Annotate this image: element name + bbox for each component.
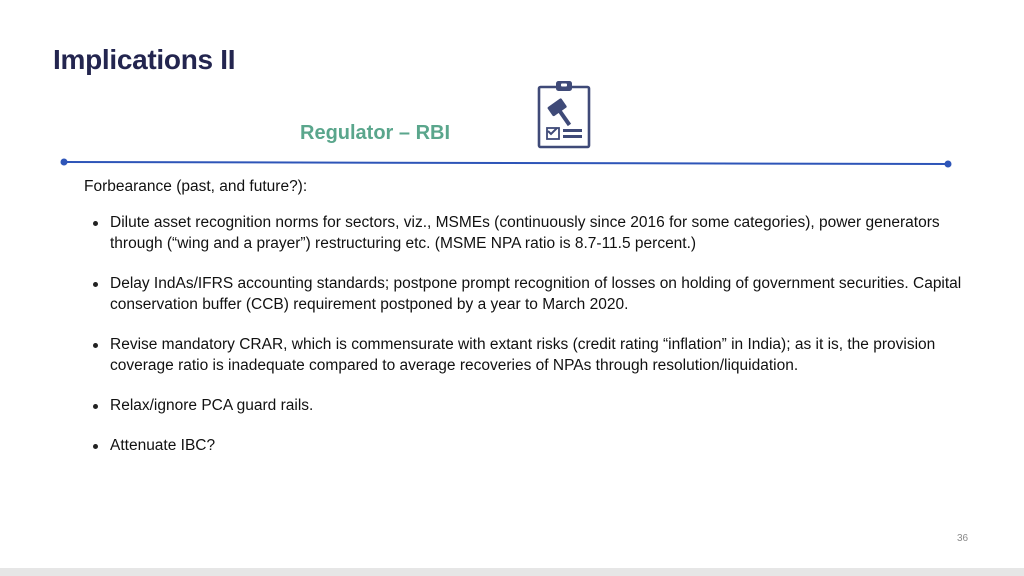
bullet-dot-icon <box>93 221 98 226</box>
slide-body <box>84 176 964 475</box>
bullet-text: Revise mandatory CRAR, which is commensurate with extant risks (credit rating “inflation” in India); as it is, the provision coverage ratio is inadequate compared to average recoveries of NPAs through resolution/liquidation. <box>110 336 936 374</box>
bullet-item <box>84 334 964 376</box>
bullet-dot-icon <box>93 444 98 449</box>
bullet-item <box>84 273 964 315</box>
page-number: 36 <box>957 533 969 544</box>
bullet-item <box>84 395 964 416</box>
bottom-bar <box>0 568 1024 576</box>
clipboard-gavel-icon <box>535 78 593 150</box>
bullet-text: Dilute asset recognition norms for sectors, viz., MSMEs (continuously since 2016 for some categories), power generators through (“wing and a prayer”) restructuring etc. (MSME NPA ratio is 8.7-11.5 percent.) <box>110 214 940 252</box>
header-divider <box>60 158 952 168</box>
slide-title: Implications II <box>53 44 236 75</box>
bullet-item <box>84 212 964 254</box>
bullet-text: Attenuate IBC? <box>110 437 216 454</box>
bullet-list <box>84 212 964 456</box>
bullet-item <box>84 435 964 456</box>
bullet-text: Delay IndAs/IFRS accounting standards; postpone prompt recognition of losses on holding of government securities. Capital conservation buffer (CCB) requirement postponed by a year to March 2020. <box>110 275 962 313</box>
slide-subtitle: Regulator – RBI <box>300 122 451 144</box>
bullet-dot-icon <box>93 404 98 409</box>
bullet-text: Relax/ignore PCA guard rails. <box>110 397 314 414</box>
bullet-dot-icon <box>93 343 98 348</box>
bullet-dot-icon <box>93 282 98 287</box>
intro-text: Forbearance (past, and future?): <box>84 178 308 195</box>
